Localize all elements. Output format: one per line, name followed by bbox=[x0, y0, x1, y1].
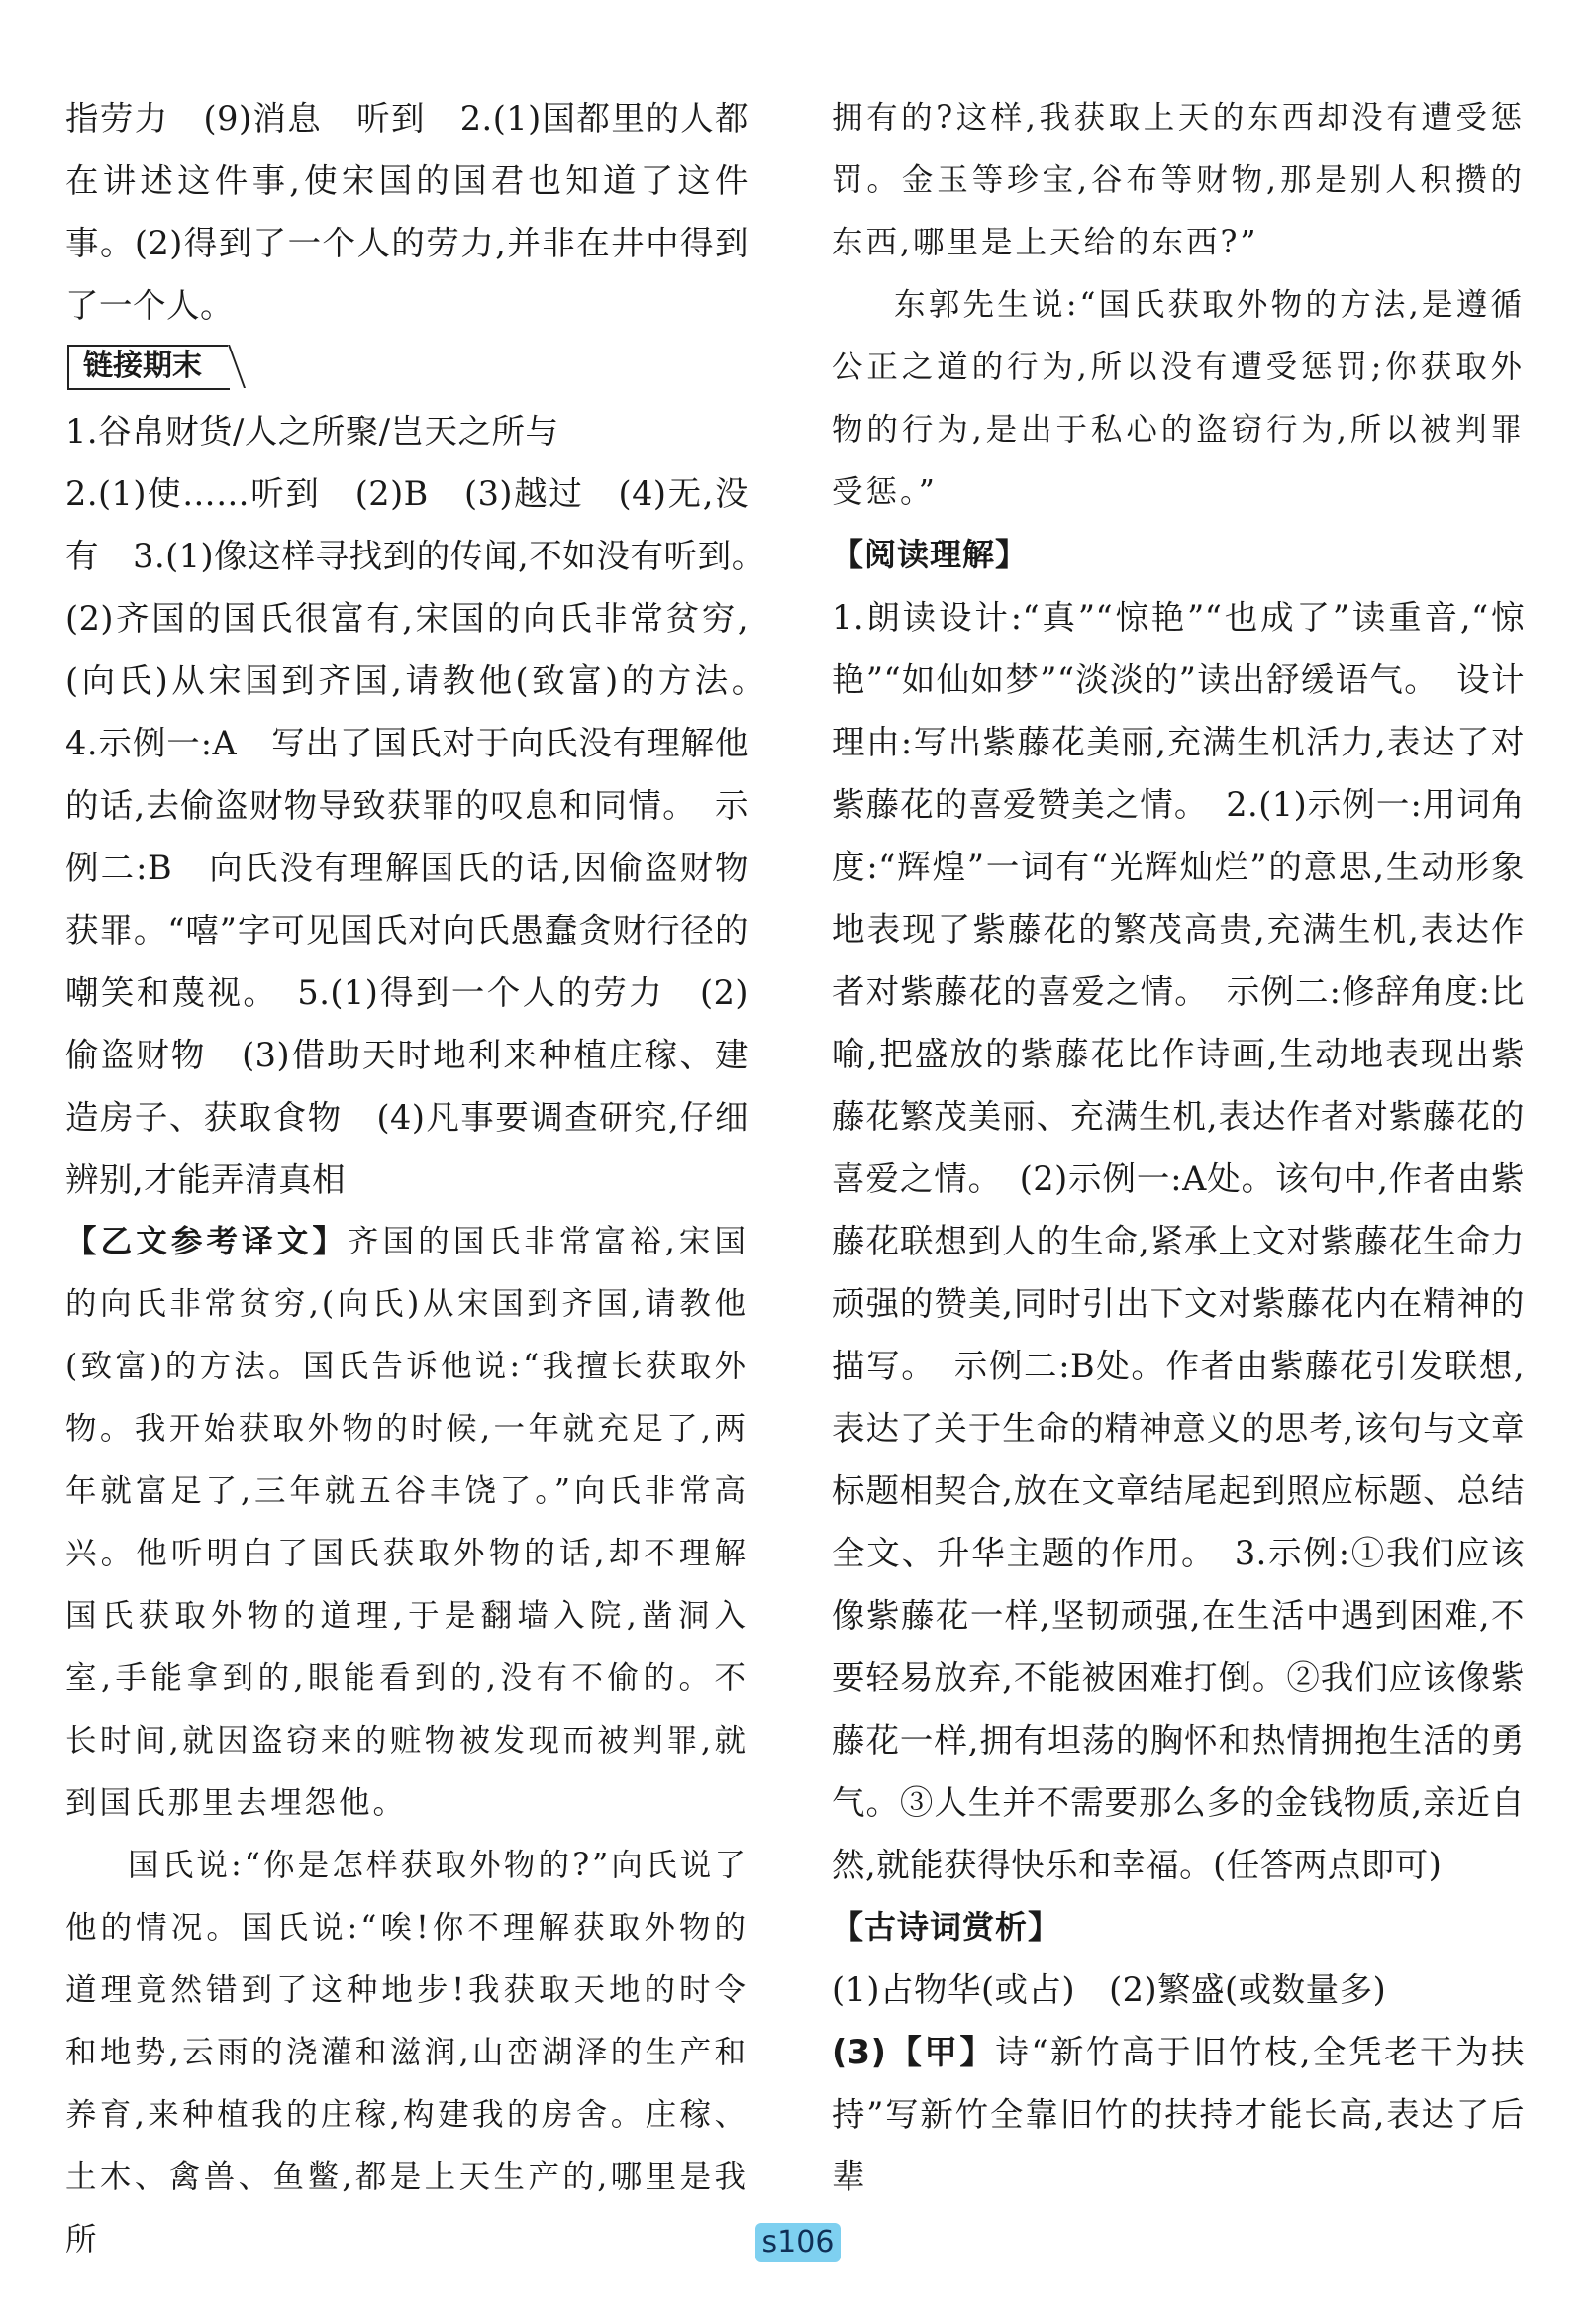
page-number: s106 bbox=[755, 2223, 841, 2262]
section-tag-final-link: 链接期末 bbox=[67, 345, 230, 390]
reading-comprehension-heading: 【阅读理解】 bbox=[832, 536, 1029, 573]
poetry-answer-1-2: (1)占物华(或占) (2)繁盛(或数量多) bbox=[832, 1970, 1387, 2009]
right-column bbox=[832, 87, 1525, 2208]
translation-heading: 【乙文参考译文】 bbox=[65, 1224, 349, 1259]
poetry-appreciation-heading: 【古诗词赏析】 bbox=[832, 1908, 1061, 1946]
poetry-answer-3 bbox=[832, 2021, 1525, 2208]
left-column bbox=[65, 87, 782, 2271]
answer-items-2-5: 2.(1)使……听到 (2)B (3)越过 (4)无,没有 3.(1)像这样寻找到的传闻,不如没有听到。 (2)齐国的国氏很富有,宋国的向氏非常贫穷,(向氏)从宋国到齐国,请教他(致富)的方法。 4.示例一:A 写出了国氏对于向氏没有理解他的话,去偷盗财物导致获罪的叹息和同情。 示例二:B 向氏没有理解国氏的话,因偷盗财物获罪。“嘻”字可见国氏对向氏愚蠢贪财行径的嘲笑和蔑视。 5.(1)得到一个人的劳力 (2)偷盗财物 (3)借助天时地利来种植庄稼、建造房子、获取食物 (4)凡事要调查研究,仔细辨别,才能弄清真相 bbox=[65, 474, 782, 1199]
translation-paragraph-3: 东郭先生说:“国氏获取外物的方法,是遵循公正之道的行为,所以没有遭受惩罚;你获取外物的行为,是出于私心的盗窃行为,所以被判罪受惩。” bbox=[832, 287, 1525, 510]
translation-paragraph-1 bbox=[65, 1211, 748, 1835]
translation-text-1: 齐国的国氏非常富裕,宋国的向氏非常贫穷,(向氏)从宋国到齐国,请教他(致富)的方法。国氏告诉他说:“我擅长获取外物。我开始获取外物的时候,一年就充足了,两年就富足了,三年就五谷丰饶了。”向氏非常高兴。他听明白了国氏获取外物的话,却不理解国氏获取外物的道理,于是翻墙入院,凿洞入室,手能拿到的,眼能看到的,没有不偷的。不长时间,就因盗窃来的赃物被发现而被判罪,就到国氏那里去埋怨他。 bbox=[65, 1224, 748, 1821]
translation-continuation: 拥有的?这样,我获取上天的东西却没有遭受惩罚。金玉等珍宝,谷布等财物,那是别人积攒的东西,哪里是上天给的东西?” bbox=[832, 100, 1525, 260]
reading-comprehension-answers: 1.朗读设计:“真”“惊艳”“也成了”读重音,“惊艳”“如仙如梦”“淡淡的”读出舒缓语气。 设计理由:写出紫藤花美丽,充满生机活力,表达了对紫藤花的喜爱赞美之情。 2.(1)示例一:用词角度:“辉煌”一词有“光辉灿烂”的意思,生动形象地表现了紫藤花的繁茂高贵,充满生机,表达作者对紫藤花的喜爱之情。 示例二:修辞角度:比喻,把盛放的紫藤花比作诗画,生动地表现出紫藤花繁茂美丽、充满生机,表达作者对紫藤花的喜爱之情。 (2)示例一:A处。该句中,作者由紫藤花联想到人的生命,紧承上文对紫藤花生命力顽强的赞美,同时引出下文对紫藤花内在精神的描写。 示例二:B处。作者由紫藤花引发联想,表达了关于生命的精神意义的思考,该句与文章标题相契合,放在文章结尾起到照应标题、总结全文、升华主题的作用。 3.示例:①我们应该像紫藤花一样,坚韧顽强,在生活中遇到困难,不要轻易放弃,不能被困难打倒。②我们应该像紫藤花一样,拥有坦荡的胸怀和热情拥抱生活的勇气。③人生并不需要那么多的金钱物质,亲近自然,就能获得快乐和幸福。(任答两点即可) bbox=[832, 598, 1525, 1884]
answer-item-1: 1.谷帛财货/人之所聚/岂天之所与 bbox=[65, 412, 559, 451]
translation-paragraph-2: 国氏说:“你是怎样获取外物的?”向氏说了他的情况。国氏说:“唉!你不理解获取外物的道理竟然错到了这种地步!我获取天地的时令和地势,云雨的浇灌和滋润,山峦湖泽的生产和养育,来种植我的庄稼,构建我的房舍。庄稼、土木、禽兽、鱼鳖,都是上天生产的,哪里是我所 bbox=[65, 1848, 748, 2258]
poetry-answer-3-label: (3)【甲】 bbox=[832, 2033, 996, 2071]
poetry-answer-3-text: 诗“新竹高于旧竹枝,全凭老干为扶持”写新竹全靠旧竹的扶持才能长高,表达了后辈 bbox=[832, 2033, 1525, 2196]
answer-continuation: 指劳力 (9)消息 听到 2.(1)国都里的人都在讲述这件事,使宋国的国君也知道了这件事。(2)得到了一个人的劳力,并非在井中得到了一个人。 bbox=[65, 99, 748, 325]
